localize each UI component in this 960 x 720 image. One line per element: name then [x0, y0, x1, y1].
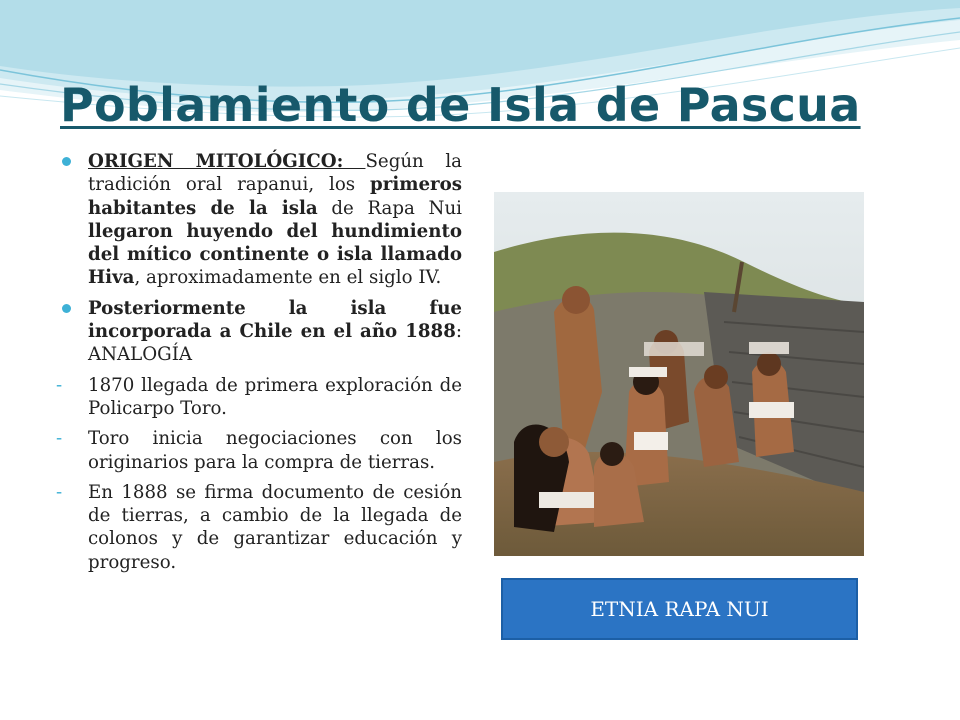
dash-marker: - — [56, 481, 63, 503]
origen-label: ORIGEN MITOLÓGICO: — [88, 151, 366, 172]
origen-text-3: , aproximadamente en el siglo IV. — [134, 267, 442, 289]
origen-text-1: Según la tradición oral rapanui, los — [88, 151, 462, 196]
origen-text-2: de Rapa Nui — [317, 197, 462, 219]
item-text: Toro inicia negociaciones con los originarios para la compra de tierras. — [88, 428, 462, 473]
bullet-dot-icon — [62, 157, 71, 166]
bullet-origen-mitologico — [60, 150, 462, 290]
dash-item-negociaciones — [56, 427, 462, 474]
bullet-incorporacion-chile — [60, 297, 462, 367]
rapa-nui-group-photo — [494, 192, 864, 556]
origen-bold-1: primeros habitantes de la isla — [88, 174, 462, 219]
dash-marker: - — [56, 428, 63, 450]
incorporacion-bold: Posteriormente la isla fue incorporada a Chile en el año 1888 — [88, 297, 462, 343]
item-text: 1870 llegada de primera exploración de Policarpo Toro. — [88, 374, 462, 419]
dash-marker: - — [56, 374, 63, 396]
photo-caption-box: ETNIA RAPA NUI — [501, 578, 858, 640]
bullet-dot-icon — [62, 304, 71, 313]
incorporacion-text: : ANALOGÍA — [88, 321, 462, 366]
item-text: En 1888 se firma documento de cesión de tierras, a cambio de la llegada de colonos y de garantizar educación y progreso. — [88, 481, 462, 573]
dash-item-cesion — [56, 481, 462, 574]
slide-title: Poblamiento de Isla de Pascua — [60, 78, 861, 132]
dash-item-1870 — [56, 374, 462, 421]
origen-bold-2: llegaron huyendo del hundimiento del mítico continente o isla llamado Hiva — [88, 220, 462, 289]
slide-body — [56, 150, 462, 581]
